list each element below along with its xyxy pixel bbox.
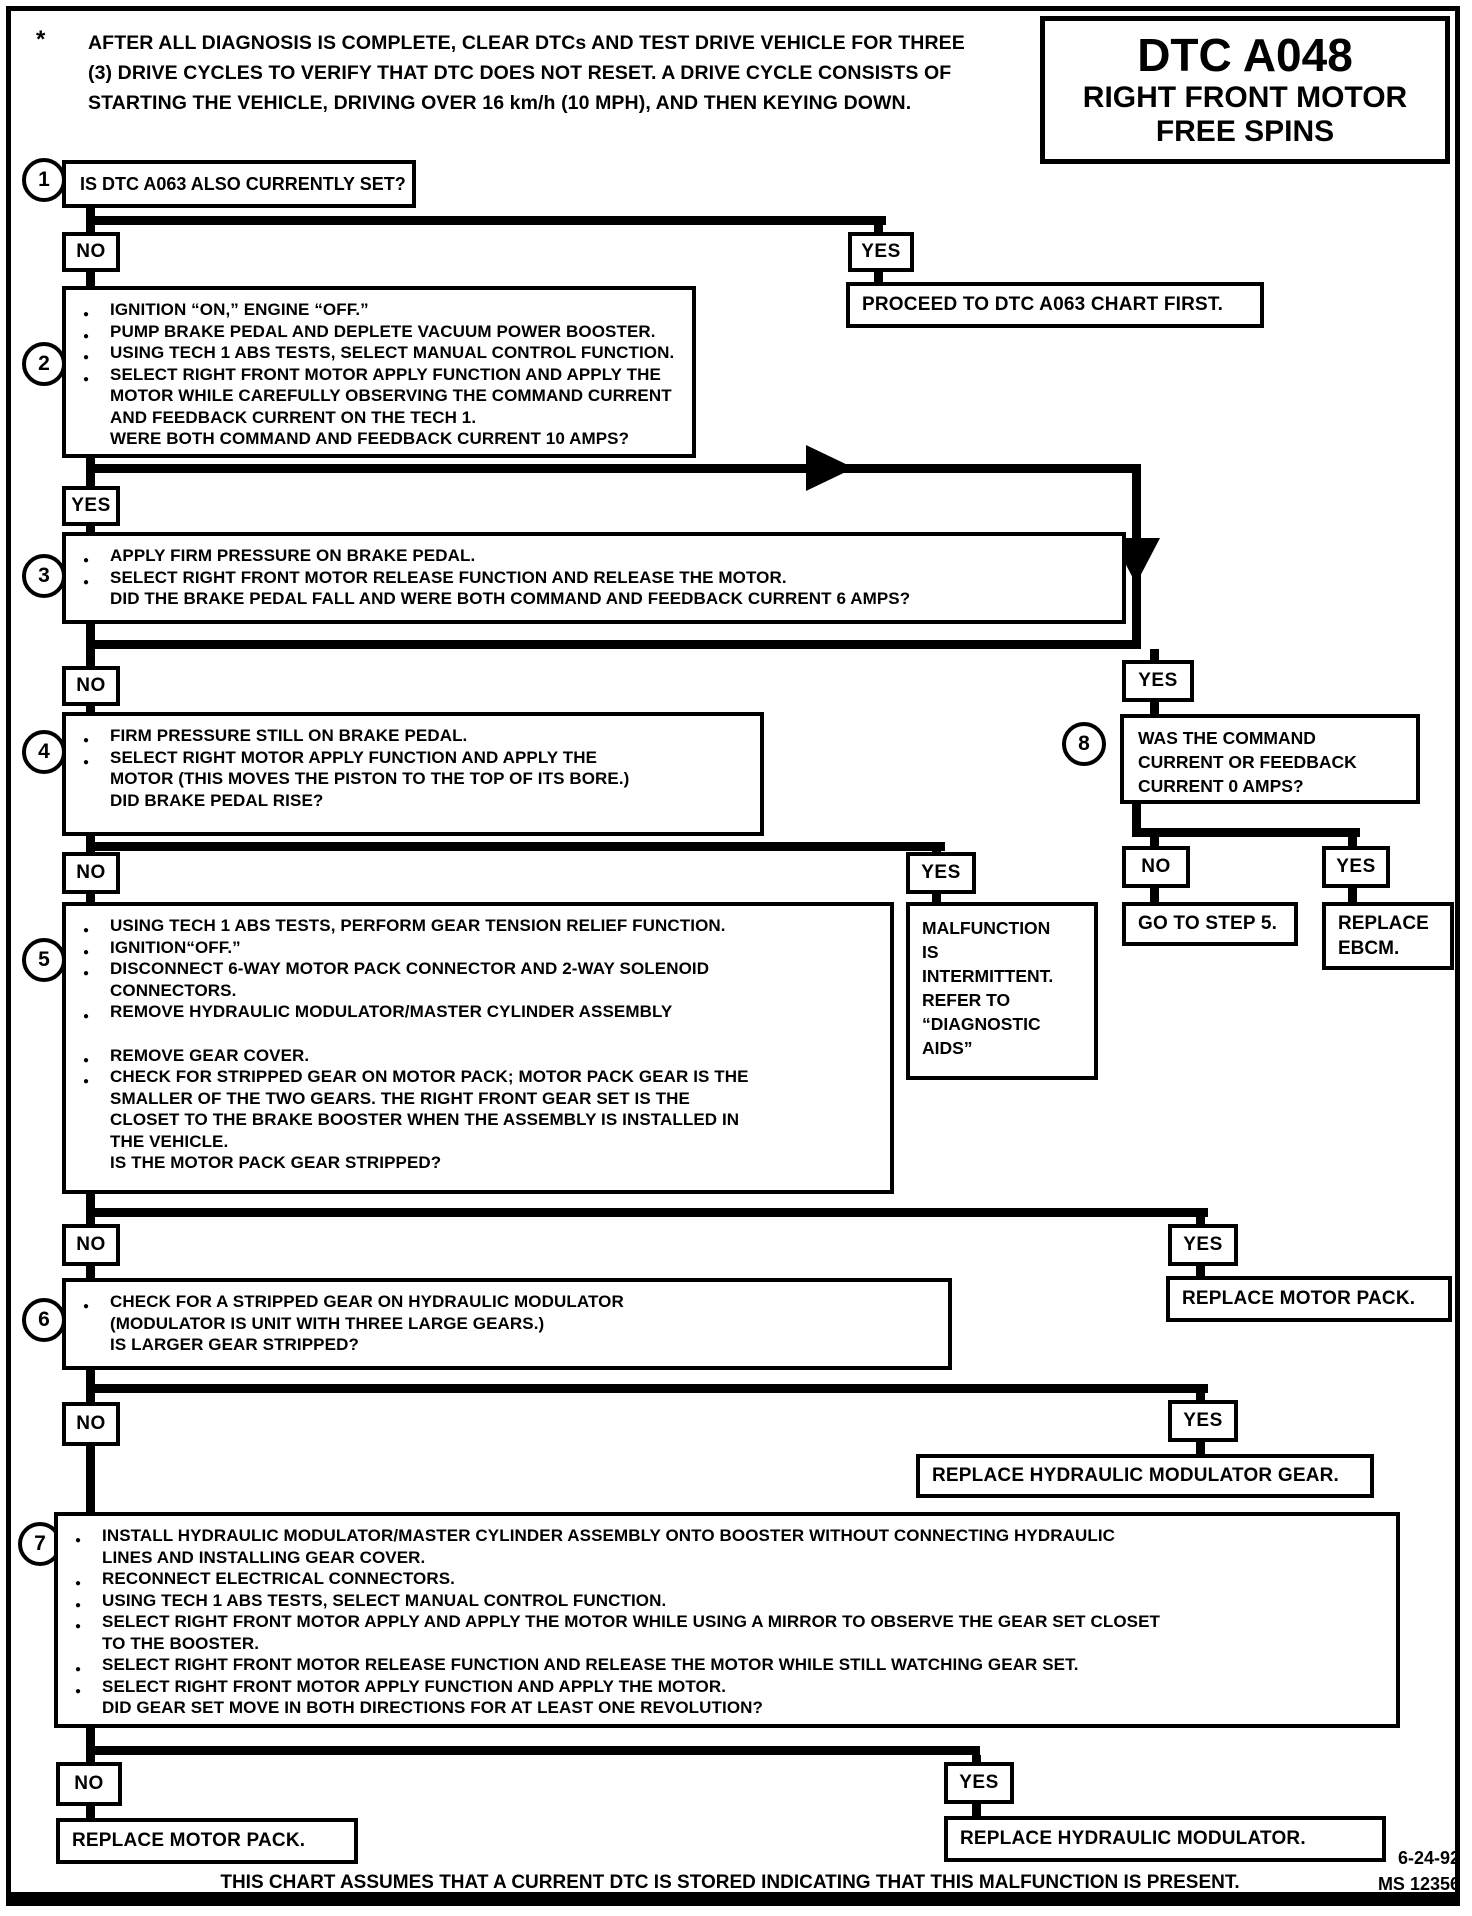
step-2-bullet: ● IGNITION “ON,” ENGINE “OFF.” <box>74 299 682 321</box>
connector <box>86 1728 95 1746</box>
connector <box>86 464 1141 473</box>
footer-date: 6-24-92 <box>1397 1848 1460 1868</box>
terminal-replace-hydraulic-modulator-gear <box>916 1454 1374 1498</box>
step-5-bullet-cont: SMALLER OF THE TWO GEARS. THE RIGHT FRONT GEAR SET IS THE <box>110 1088 690 1108</box>
branch-label-no-step1: NO <box>62 232 120 272</box>
connector <box>1132 828 1360 837</box>
connector <box>86 1384 1208 1393</box>
step-5-bullet: ● REMOVE HYDRAULIC MODULATOR/MASTER CYLINDER ASSEMBLY <box>74 1001 880 1023</box>
connector <box>86 640 1141 649</box>
footnote-line: AFTER ALL DIAGNOSIS IS COMPLETE, CLEAR DTCs AND TEST DRIVE VEHICLE FOR THREE <box>88 32 965 54</box>
step-8-question-box <box>1120 714 1420 804</box>
branch-label-yes-step7: YES <box>944 1762 1014 1804</box>
footnote <box>88 28 1048 118</box>
connector <box>1348 888 1357 902</box>
terminal-malfunction-line: IS <box>922 942 939 962</box>
step-5-question: IS THE MOTOR PACK GEAR STRIPPED? <box>110 1153 442 1172</box>
step-4-action-box <box>62 712 764 836</box>
terminal-go-to-step-5 <box>1122 902 1298 946</box>
arrow-right-icon <box>806 445 854 491</box>
connector <box>86 1217 95 1224</box>
branch-label-no-step6: NO <box>62 1402 120 1446</box>
step-2-bullet: ● PUMP BRAKE PEDAL AND DEPLETE VACUUM POWER BOOSTER. <box>74 321 682 343</box>
terminal-replace-ebcm-line: REPLACE <box>1338 913 1429 934</box>
terminal-replace-motor-pack-mid-text: REPLACE MOTOR PACK. <box>1182 1288 1416 1309</box>
footer-note: THIS CHART ASSUMES THAT A CURRENT DTC IS STORED INDICATING THAT THIS MALFUNCTION IS PRESENT. <box>220 1872 1240 1893</box>
branch-label-yes-step5: YES <box>1168 1224 1238 1266</box>
connector <box>86 1370 95 1384</box>
connector <box>1196 1266 1205 1276</box>
step-number-5: 5 <box>22 938 66 982</box>
step-number-6: 6 <box>22 1298 66 1342</box>
footer-doc-id: MS 12356 <box>1377 1874 1460 1894</box>
terminal-proceed-text: PROCEED TO DTC A063 CHART FIRST. <box>862 294 1224 315</box>
step-5-bullet: ● USING TECH 1 ABS TESTS, PERFORM GEAR TENSION RELIEF FUNCTION. <box>74 915 880 937</box>
page-bottom-bar <box>6 1892 1460 1906</box>
terminal-replace-hydraulic-modulator-text: REPLACE HYDRAULIC MODULATOR. <box>960 1828 1306 1849</box>
step-2-action-box <box>62 286 696 458</box>
step-7-action-box <box>54 1512 1400 1728</box>
step-7-bullet: ● SELECT RIGHT FRONT MOTOR APPLY FUNCTION AND APPLY THE MOTOR. <box>66 1676 1386 1698</box>
connector <box>86 1746 980 1755</box>
step-5-bullet-cont: CONNECTORS. <box>110 980 237 1000</box>
step-6-bullet-cont: (MODULATOR IS UNIT WITH THREE LARGE GEARS.) <box>110 1313 545 1333</box>
step-number-8: 8 <box>1062 722 1106 766</box>
connector <box>86 649 95 666</box>
step-number-1: 1 <box>22 158 66 202</box>
terminal-malfunction-line: INTERMITTENT. <box>922 966 1054 986</box>
step-6-bullet: ● CHECK FOR A STRIPPED GEAR ON HYDRAULIC MODULATOR <box>74 1291 938 1313</box>
branch-label-no-step7: NO <box>56 1762 122 1806</box>
connector <box>86 1194 95 1208</box>
step-7-bullet: ● USING TECH 1 ABS TESTS, SELECT MANUAL CONTROL FUNCTION. <box>66 1590 1386 1612</box>
step-7-bullet: ● SELECT RIGHT FRONT MOTOR RELEASE FUNCTION AND RELEASE THE MOTOR WHILE STILL WATCHING GEAR SET. <box>66 1654 1386 1676</box>
connector <box>1150 649 1159 660</box>
connector <box>972 1755 981 1762</box>
step-7-bullet-cont: TO THE BOOSTER. <box>102 1633 260 1653</box>
branch-label-yes-step1: YES <box>848 232 914 272</box>
terminal-replace-motor-pack-bottom-text: REPLACE MOTOR PACK. <box>72 1830 306 1851</box>
step-5-bullet-cont: THE VEHICLE. <box>110 1131 229 1151</box>
terminal-replace-motor-pack-bottom <box>56 1818 358 1864</box>
terminal-proceed-dtc-a063 <box>846 282 1264 328</box>
step-8-question-line: WAS THE COMMAND <box>1138 728 1316 748</box>
connector <box>972 1804 981 1816</box>
step-8-question-line: CURRENT 0 AMPS? <box>1138 776 1304 796</box>
connector <box>86 1755 95 1762</box>
branch-label-no-step8: NO <box>1122 846 1190 888</box>
step-number-2: 2 <box>22 342 66 386</box>
step-5-bullet: ● CHECK FOR STRIPPED GEAR ON MOTOR PACK; MOTOR PACK GEAR IS THE <box>74 1066 880 1088</box>
step-8-question-line: CURRENT OR FEEDBACK <box>1138 752 1357 772</box>
connector <box>1150 702 1159 714</box>
chart-title-line3: FREE SPINS <box>1155 115 1335 148</box>
connector <box>86 216 886 225</box>
step-5-bullet: ● DISCONNECT 6-WAY MOTOR PACK CONNECTOR AND 2-WAY SOLENOID <box>74 958 880 980</box>
terminal-replace-motor-pack-mid <box>1166 1276 1452 1322</box>
connector <box>86 1446 95 1512</box>
step-5-action-box <box>62 902 894 1194</box>
terminal-malfunction-intermittent <box>906 902 1098 1080</box>
step-2-bullet-cont: MOTOR WHILE CAREFULLY OBSERVING THE COMMAND CURRENT <box>110 386 672 405</box>
terminal-go-to-step-5-text: GO TO STEP 5. <box>1138 913 1278 934</box>
branch-label-yes-step2: YES <box>62 486 120 526</box>
connector <box>1196 1442 1205 1454</box>
step-5-bullet: ● IGNITION“OFF.” <box>74 937 880 959</box>
branch-label-no-step4: NO <box>62 852 120 894</box>
connector <box>86 1393 95 1402</box>
terminal-malfunction-line: MALFUNCTION <box>922 918 1051 938</box>
connector <box>1132 804 1141 828</box>
step-number-3: 3 <box>22 554 66 598</box>
connector <box>1150 837 1159 846</box>
step-7-bullet: ● SELECT RIGHT FRONT MOTOR APPLY AND APPLY THE MOTOR WHILE USING A MIRROR TO OBSERVE THE GEAR SET CLOSET <box>66 1611 1386 1633</box>
step-4-bullet-cont: MOTOR (THIS MOVES THE PISTON TO THE TOP OF ITS BORE.) <box>110 769 630 788</box>
step-3-question: DID THE BRAKE PEDAL FALL AND WERE BOTH COMMAND AND FEEDBACK CURRENT 6 AMPS? <box>110 589 911 608</box>
step-7-question: DID GEAR SET MOVE IN BOTH DIRECTIONS FOR AT LEAST ONE REVOLUTION? <box>102 1698 764 1717</box>
connector <box>1348 837 1357 846</box>
footnote-asterisk: * <box>36 26 46 53</box>
step-6-question: IS LARGER GEAR STRIPPED? <box>110 1335 359 1354</box>
step-3-bullet: ● SELECT RIGHT FRONT MOTOR RELEASE FUNCTION AND RELEASE THE MOTOR. <box>74 567 1112 589</box>
terminal-replace-hydraulic-modulator-gear-text: REPLACE HYDRAULIC MODULATOR GEAR. <box>932 1465 1340 1486</box>
chart-title-line2: RIGHT FRONT MOTOR <box>1082 81 1408 114</box>
step-5-bullet: ● REMOVE GEAR COVER. <box>74 1045 880 1067</box>
connector <box>86 1806 95 1818</box>
step-3-action-box <box>62 532 1126 624</box>
terminal-replace-ebcm-line: EBCM. <box>1338 938 1400 959</box>
terminal-replace-ebcm <box>1322 902 1454 970</box>
step-6-action-box <box>62 1278 952 1370</box>
terminal-malfunction-line: AIDS” <box>922 1038 973 1058</box>
terminal-malfunction-line: REFER TO <box>922 990 1011 1010</box>
terminal-malfunction-line: “DIAGNOSTIC <box>922 1014 1041 1034</box>
chart-title-box <box>1040 16 1450 164</box>
step-7-bullet-cont: LINES AND INSTALLING GEAR COVER. <box>102 1547 426 1567</box>
step-2-bullet-cont: AND FEEDBACK CURRENT ON THE TECH 1. <box>110 407 477 427</box>
step-2-bullet: ● SELECT RIGHT FRONT MOTOR APPLY FUNCTION AND APPLY THE <box>74 364 682 386</box>
step-4-bullet: ● SELECT RIGHT MOTOR APPLY FUNCTION AND APPLY THE <box>74 747 750 769</box>
step-2-question: WERE BOTH COMMAND AND FEEDBACK CURRENT 10 AMPS? <box>110 429 630 448</box>
step-1-question-box <box>62 160 416 208</box>
connector <box>86 842 945 851</box>
branch-label-no-step5: NO <box>62 1224 120 1266</box>
branch-label-yes-step3: YES <box>1122 660 1194 702</box>
connector <box>86 1266 95 1278</box>
connector <box>86 1208 1208 1217</box>
footnote-line: (3) DRIVE CYCLES TO VERIFY THAT DTC DOES NOT RESET. A DRIVE CYCLE CONSISTS OF <box>88 62 952 84</box>
step-4-question: DID BRAKE PEDAL RISE? <box>110 790 324 810</box>
step-3-bullet: ● APPLY FIRM PRESSURE ON BRAKE PEDAL. <box>74 545 1112 567</box>
branch-label-yes-step8: YES <box>1322 846 1390 888</box>
branch-label-yes-step6: YES <box>1168 1400 1238 1442</box>
step-7-bullet: ● RECONNECT ELECTRICAL CONNECTORS. <box>66 1568 1386 1590</box>
step-2-bullet: ● USING TECH 1 ABS TESTS, SELECT MANUAL CONTROL FUNCTION. <box>74 342 682 364</box>
connector <box>1196 1217 1205 1224</box>
terminal-replace-hydraulic-modulator <box>944 1816 1386 1862</box>
step-5-bullet-cont: CLOSET TO THE BRAKE BOOSTER WHEN THE ASSEMBLY IS INSTALLED IN <box>110 1110 740 1129</box>
step-number-7: 7 <box>18 1522 62 1566</box>
branch-label-no-step3: NO <box>62 666 120 706</box>
connector <box>86 624 95 640</box>
connector <box>1196 1393 1205 1400</box>
footnote-line: STARTING THE VEHICLE, DRIVING OVER 16 km/h (10 MPH), AND THEN KEYING DOWN. <box>88 92 912 114</box>
step-number-4: 4 <box>22 730 66 774</box>
chart-title-code: DTC A048 <box>1137 29 1353 81</box>
step-1-question: IS DTC A063 ALSO CURRENTLY SET? <box>80 173 406 194</box>
step-4-bullet: ● FIRM PRESSURE STILL ON BRAKE PEDAL. <box>74 725 750 747</box>
step-7-bullet: ● INSTALL HYDRAULIC MODULATOR/MASTER CYLINDER ASSEMBLY ONTO BOOSTER WITHOUT CONNECTING HYDRAULIC <box>66 1525 1386 1547</box>
branch-label-yes-step4: YES <box>906 852 976 894</box>
connector <box>1150 888 1159 902</box>
